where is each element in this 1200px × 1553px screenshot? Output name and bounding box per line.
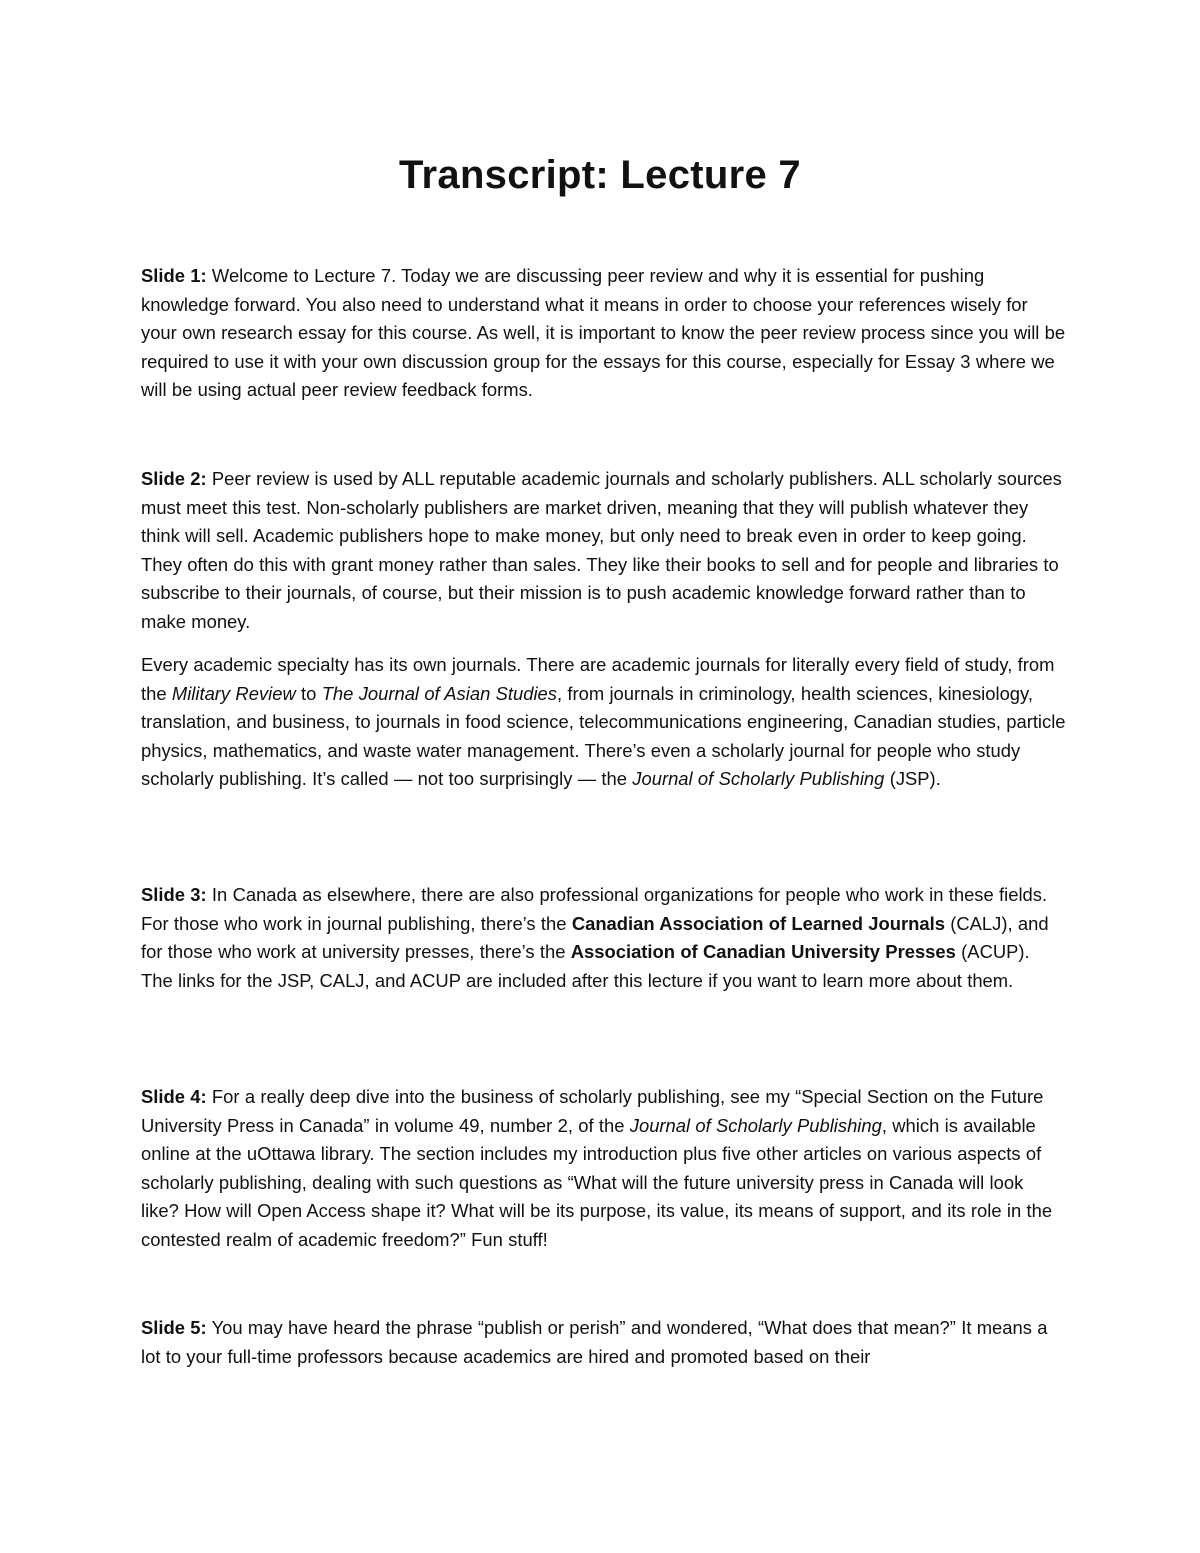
organization-calj: Canadian Association of Learned Journals (571, 912, 945, 934)
paragraph-text: to (295, 682, 322, 704)
paragraph-text: In Canada as elsewhere, there are also professional organizations for people who work in these fields. For those who work in journal publishing, there’s the (141, 884, 1048, 934)
paragraph-text: (CALJ), and for those who work at university presses, there’s the (141, 912, 1049, 963)
paragraph-text: (JSP). (884, 768, 941, 790)
paragraph-slide-3 (141, 881, 1066, 995)
paragraph-text: (ACUP). The links for the JSP, CALJ, and ACUP are included after this lecture if you want to learn more about them. (141, 941, 1030, 991)
slide-label: Slide 1: (141, 265, 207, 286)
paragraph-slide-2 (141, 465, 1066, 637)
paragraph-slide-5 (141, 1314, 1066, 1371)
slide-label: Slide 3: (141, 884, 207, 905)
paragraph-text: Welcome to Lecture 7. Today we are discussing peer review and why it is essential for pushing knowledge forward. You also need to understand what it means in order to choose your references wisely for your own research essay for this course. As well, it is important to know the peer review process since you will be required to use it with your own discussion group for the essays for this course, especially for Essay 3 where we will be using actual peer review feedback forms. (141, 265, 1066, 401)
slide-label: Slide 5: (141, 1317, 207, 1338)
paragraph-text: You may have heard the phrase “publish or perish” and wondered, “What does that mean?” It means a lot to your full-time professors because academics are hired and promoted based on their (141, 1317, 1048, 1367)
journal-title-military-review: Military Review (171, 682, 296, 704)
paragraph-slide-1 (141, 262, 1066, 405)
paragraph-text: , which is available online at the uOttawa library. The section includes my introduction plus five other articles on various aspects of scholarly publishing, dealing with such questions as “What will the future university press in Canada will look like? How will Open Access shape it? What will be its purpose, its value, its means of support, and its role in the contested realm of academic freedom?” Fun stuff! (141, 1114, 1053, 1250)
page-title: Transcript: Lecture 7 (399, 153, 801, 197)
journal-title-scholarly-publishing: Journal of Scholarly Publishing (632, 768, 885, 790)
slide-label: Slide 4: (141, 1086, 207, 1107)
paragraph-text: , from journals in criminology, health sciences, kinesiology, translation, and business, to journals in food science, telecommunications engineering, Canadian studies, particle physics, mathematics, and waste water management. There’s even a scholarly journal for people who study scholarly publishing. It’s called — not too surprisingly — the (141, 682, 1066, 790)
organization-acup: Association of Canadian University Presses (570, 941, 956, 963)
journal-title-asian-studies: The Journal of Asian Studies (321, 682, 557, 704)
paragraph-text: Every academic specialty has its own journals. There are academic journals for literally every field of study, from the (141, 654, 1055, 704)
paragraph-text: Peer review is used by ALL reputable academic journals and scholarly publishers. ALL scholarly sources must meet this test. Non-scholarly publishers are market driven, meaning that they will publish whatever they think will sell. Academic publishers hope to make money, but only need to break even in order to keep going. They often do this with grant money rather than sales. They like their books to sell and for people and libraries to subscribe to their journals, of course, but their mission is to push academic knowledge forward rather than to make money. (141, 468, 1062, 632)
journal-title-scholarly-publishing: Journal of Scholarly Publishing (629, 1114, 882, 1136)
paragraph-text: For a really deep dive into the business of scholarly publishing, see my “Special Section on the Future University Press in Canada” in volume 49, number 2, of the (141, 1086, 1044, 1136)
slide-label: Slide 2: (141, 468, 207, 489)
paragraph-slide-4 (141, 1083, 1066, 1255)
paragraph-academic-journals (141, 651, 1066, 794)
